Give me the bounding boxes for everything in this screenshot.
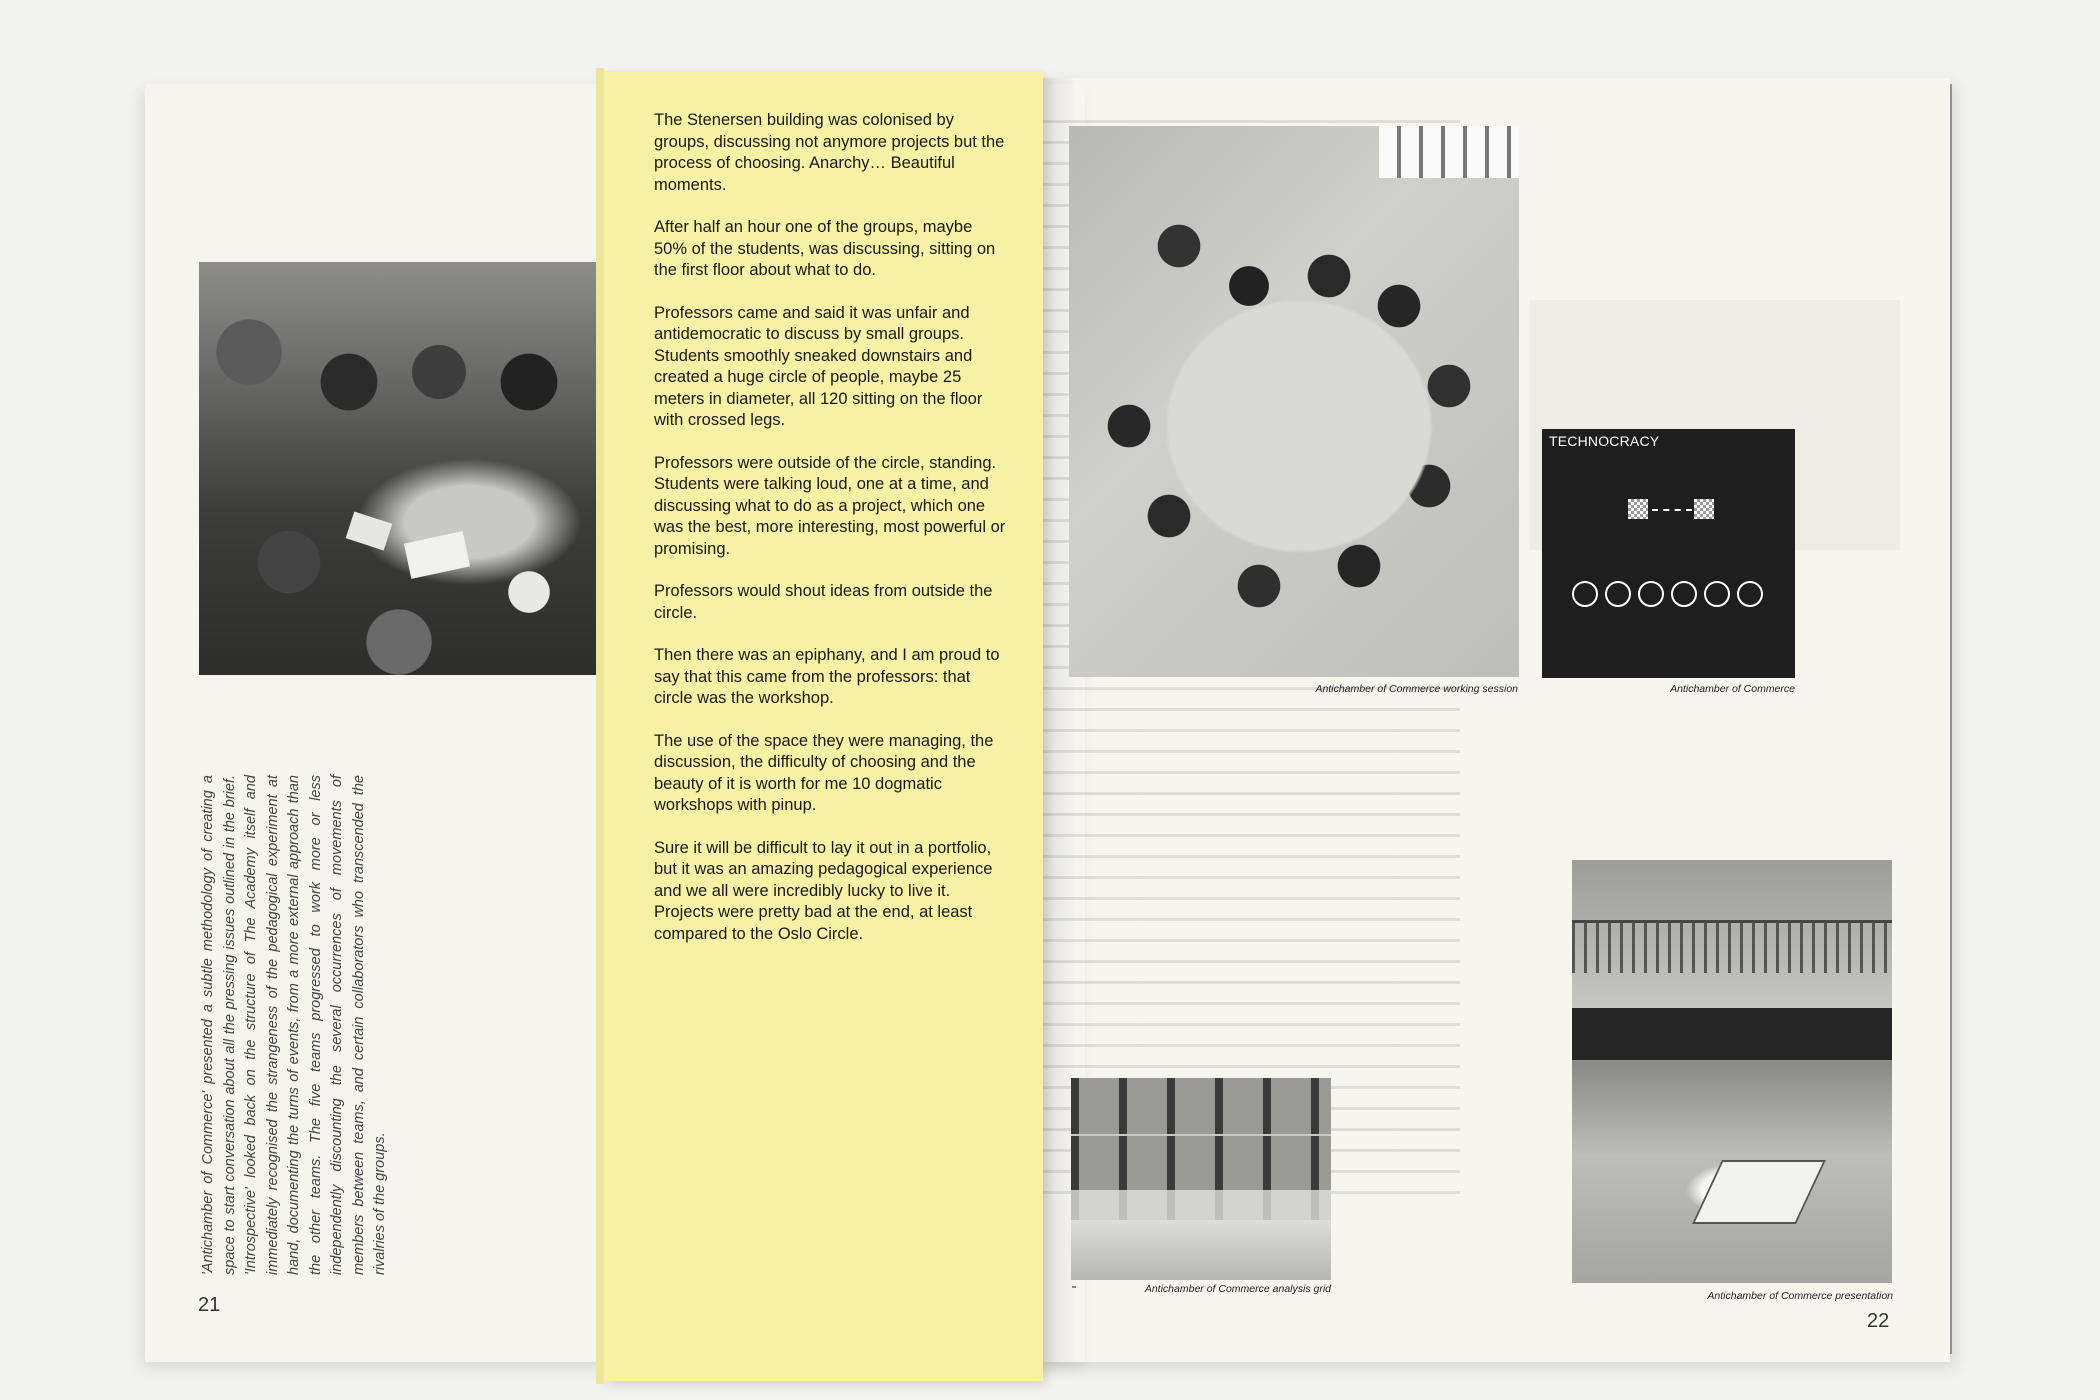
insert-paragraph: Then there was an epiphany, and I am proud to say that this came from the professors: that circle was the workshop. bbox=[654, 646, 1000, 707]
circle-icon bbox=[1671, 581, 1697, 607]
lit-table bbox=[1692, 1160, 1826, 1224]
analysis-grid-photo bbox=[1071, 1078, 1331, 1280]
light-band bbox=[1071, 1190, 1331, 1220]
paper-sheet bbox=[346, 512, 393, 551]
dashed-connector bbox=[1652, 509, 1692, 511]
page-number-left: 21 bbox=[198, 1294, 221, 1316]
circle-icon bbox=[1704, 581, 1730, 607]
insert-paragraph: The use of the space they were managing, the discussion, the difficulty of choosing and the beauty of it is worth for me 10 dogmatic workshops with pinup. bbox=[654, 731, 994, 814]
checker-square-icon bbox=[1694, 499, 1714, 519]
circle-icon bbox=[1572, 581, 1598, 607]
aerial-circle-photo bbox=[1069, 126, 1519, 677]
technocracy-diagram bbox=[1542, 429, 1795, 678]
rotated-body-text: 'Antichamber of Commerce' presented a subtle methodology of creating a space to start conversation about all the pressing issues outlined in the brief. 'Introspective' looked back on the structure of The Academy itself and immediately recognised the strangeness of the pedagogical experiment at hand, documenting the turns of events, from a more external approach than the other teams. The five teams progressed to work more or less independently discounting the several occurrences of movements of members between teams, and certain collaborators who transcended the rivalries of the groups. bbox=[200, 775, 388, 1275]
page-number-right: 22 bbox=[1867, 1310, 1890, 1332]
floor bbox=[1071, 1220, 1331, 1280]
insert-paragraph: The Stenersen building was colonised by groups, discussing not anymore projects but the process of choosing. Anarchy… Beautiful moments. bbox=[654, 111, 1005, 194]
caption-commerce: Antichamber of Commerce bbox=[1670, 683, 1795, 695]
diagram-title: TECHNOCRACY bbox=[1549, 433, 1660, 449]
circle-icon bbox=[1605, 581, 1631, 607]
caption-presentation: Antichamber of Commerce presentation bbox=[1707, 1290, 1893, 1302]
caption-working-session: Antichamber of Commerce working session bbox=[1315, 683, 1518, 695]
paper-sheet bbox=[404, 531, 470, 579]
insert-text-block bbox=[654, 110, 1009, 966]
students-circle-photo bbox=[199, 262, 599, 675]
caption-analysis-grid: Antichamber of Commerce analysis grid bbox=[1144, 1283, 1331, 1295]
presentation-photo bbox=[1572, 860, 1892, 1283]
insert-paragraph: Sure it will be difficult to lay it out in a portfolio, but it was an amazing pedagogical experience and we all were incredibly lucky to live it. Projects were pretty bad at the end, at least compared to the Oslo Circle. bbox=[654, 838, 993, 943]
insert-paragraph: Professors would shout ideas from outside the circle. bbox=[654, 582, 993, 622]
circle-icon bbox=[1638, 581, 1664, 607]
insert-paragraph: Professors came and said it was unfair and antidemocratic to discuss by small groups. Students smoothly sneaked downstairs and created a huge circle of people, maybe 25 meters in diameter, all 120 sitting on the floor with crossed legs. bbox=[654, 303, 983, 429]
checker-square-icon bbox=[1628, 499, 1648, 519]
insert-edge bbox=[596, 68, 604, 1384]
window-frame bbox=[1379, 126, 1519, 178]
balcony-railing bbox=[1572, 920, 1892, 973]
insert-paragraph: Professors were outside of the circle, standing. Students were talking loud, one at a time, and discussing what to do as a project, which one was the best, more interesting, most powerful or promising. bbox=[654, 453, 1006, 558]
insert-paragraph: After half an hour one of the groups, maybe 50% of the students, was discussing, sitting on the first floor about what to do. bbox=[654, 218, 996, 279]
circle-icon bbox=[1737, 581, 1763, 607]
